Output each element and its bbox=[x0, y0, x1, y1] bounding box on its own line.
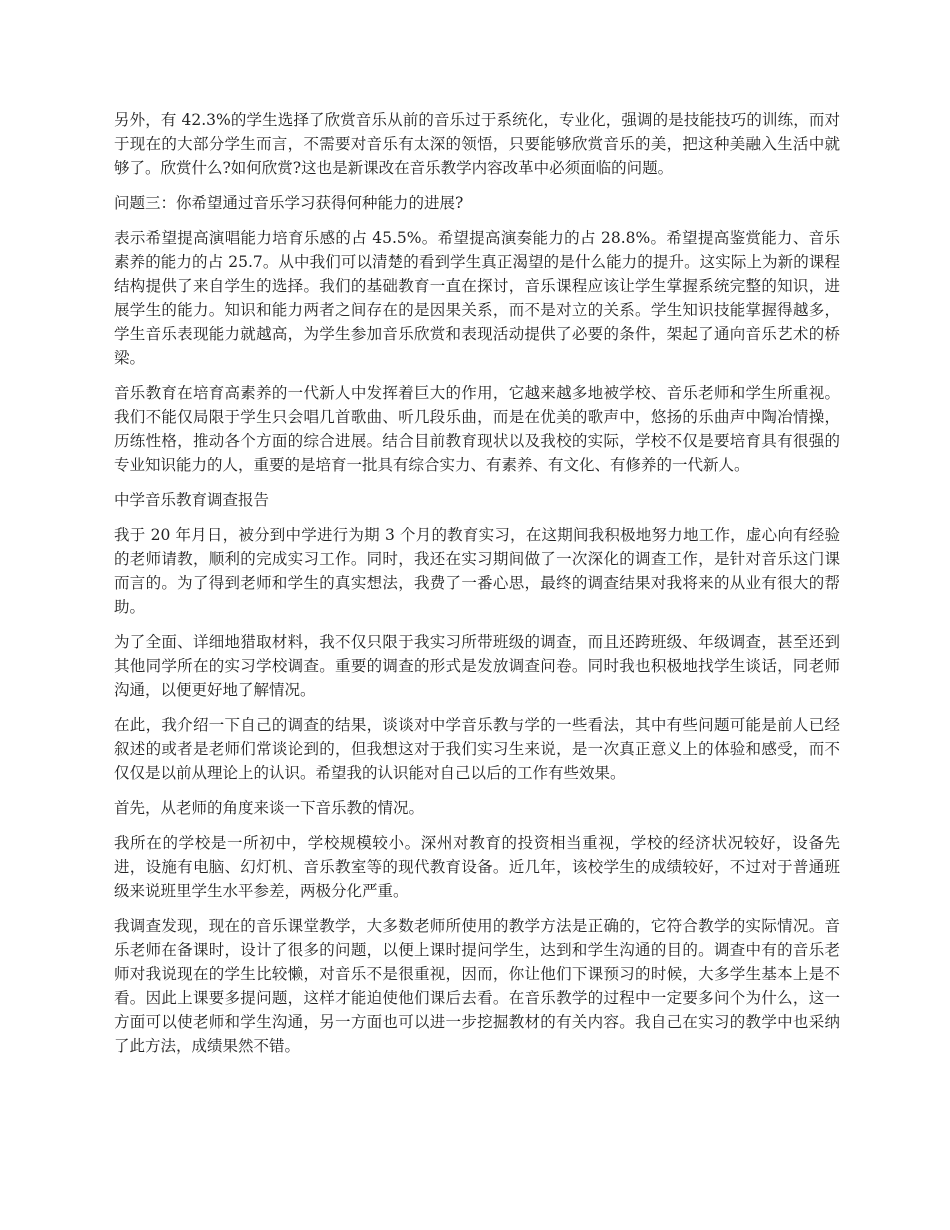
paragraph-music-education-role: 音乐教育在培育高素养的一代新人中发挥着巨大的作用，它越来越多地被学校、音乐老师和学生所重视。我们不能仅局限于学生只会唱几首歌曲、听几段乐曲，而是在优美的歌声中，悠扬的乐曲声中陶冶情操，历练性格，推动各个方面的综合进展。结合目前教育现状以及我校的实际，学校不仅是要培育具有很强的专业知识能力的人，重要的是培育一批具有综合实力、有素养、有文化、有修养的一代新人。 bbox=[114, 384, 840, 474]
teacher-perspective-heading: 首先，从老师的角度来谈一下音乐教的情况。 bbox=[114, 799, 425, 817]
question-three-heading: 问题三：你希望通过音乐学习获得何种能力的进展? bbox=[114, 194, 464, 212]
report-title: 中学音乐教育调查报告 bbox=[114, 491, 270, 509]
paragraph-music-appreciation: 另外，有 42.3%的学生选择了欣赏音乐从前的音乐过于系统化，专业化，强调的是技能技巧的训练，而对于现在的大部分学生而言，不需要对音乐有太深的领悟，只要能够欣赏音乐的美，把这种美融入生活中就够了。欣赏什么?如何欣赏?这也是新课改在音乐教学内容改革中必须面临的问题。 bbox=[114, 111, 840, 177]
paragraph-ability-results: 表示希望提高演唱能力培育乐感的占 45.5%。希望提高演奏能力的占 28.8%。希望提高鉴赏能力、音乐素养的能力的占 25.7。从中我们可以清楚的看到学生真正渴望的是什么能力的提升。这实际上为新的课程结构提供了来自学生的选择。我们的基础教育一直在探讨，音乐课程应该让学生掌握系统完整的知识，进展学生的能力。知识和能力两者之间存在的是因果关系，而不是对立的关系。学生知识技能掌握得越多，学生音乐表现能力就越高，为学生参加音乐欣赏和表现活动提供了必要的条件，架起了通向音乐艺术的桥梁。 bbox=[114, 229, 840, 367]
document-page bbox=[114, 108, 840, 1069]
paragraph-survey-results-intro: 在此，我介绍一下自己的调查的结果，谈谈对中学音乐教与学的一些看法，其中有些问题可能是前人已经叙述的或者是老师们常谈论到的，但我想这对于我们实习生来说，是一次真正意义上的体验和感受，而不仅仅是以前从理论上的认识。希望我的认识能对自己以后的工作有些效果。 bbox=[114, 716, 840, 782]
paragraph-teaching-findings: 我调查发现，现在的音乐课堂教学，大多数老师所使用的教学方法是正确的，它符合教学的实际情况。音乐老师在备课时，设计了很多的问题，以便上课时提问学生，达到和学生沟通的目的。调查中有的音乐老师对我说现在的学生比较懒，对音乐不是很重视，因而，你让他们下课预习的时候，大多学生基本上是不看。因此上课要多提问题，这样才能迫使他们课后去看。在音乐教学的过程中一定要多问个为什么，这一方面可以使老师和学生沟通，另一方面也可以进一步挖掘教材的有关内容。我自己在实习的教学中也采纳了此方法，成绩果然不错。 bbox=[114, 917, 840, 1055]
paragraph-survey-method: 为了全面、详细地猎取材料，我不仅只限于我实习所带班级的调查，而且还跨班级、年级调查，甚至还到其他同学所在的实习学校调查。重要的调查的形式是发放调查问卷。同时我也积极地找学生谈话，同老师沟通，以便更好地了解情况。 bbox=[114, 633, 840, 699]
paragraph-school-description: 我所在的学校是一所初中，学校规模较小。深州对教育的投资相当重视，学校的经济状况较好，设备先进，设施有电脑、幻灯机、音乐教室等的现代教育设备。近几年，该校学生的成绩较好，不过对于普通班级来说班里学生水平参差，两极分化严重。 bbox=[114, 834, 840, 900]
paragraph-internship-intro: 我于 20 年月日，被分到中学进行为期 3 个月的教育实习，在这期间我积极地努力地工作，虚心向有经验的老师请教，顺利的完成实习工作。同时，我还在实习期间做了一次深化的调查工作，是针对音乐这门课而言的。为了得到老师和学生的真实想法，我费了一番心思，最终的调查结果对我将来的从业有很大的帮助。 bbox=[114, 526, 840, 616]
